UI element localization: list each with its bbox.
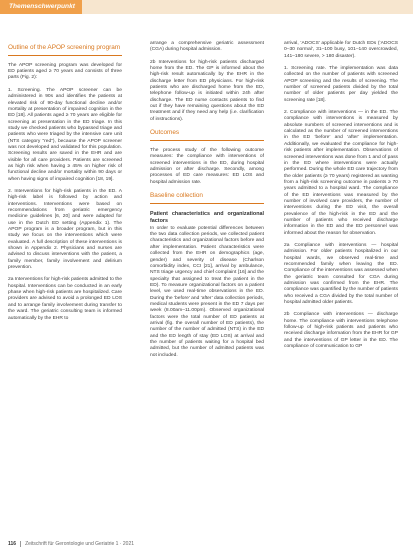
paragraph: 1. Screening rate. The implementation was data collected on the number of patients with screened APOP screening and the results of screening. The number of screened patients divided by the total number of older patients per day yielded the screening rate [18].: [284, 66, 398, 103]
paragraph: In order to evaluate potential differences between the two data collection periods, we collected patient characteristics and organizational factors before and after implementation. Patient characteristics were collected from the EHR on demographics (age, gender) and severity of disease (Charlson comorbidity index, CCI [21], arrival by ambulance, NTS triage urgency and chief complaint [16] and the specialty that assigned to treat the patient in the ED). To measure organizational factors on a patient level, we used real-time observations in the ED. During the ‘before’ and ‘after’ data collection periods, medical students were present in the ED 7 days per week (8.00am–11.00pm). Observed organizational factors were the total number of ED patients at arrival (fig. the overall number of ED patients), the number of the number of admitted (NTS) in the ED and the ED length of stay (ED LOS) at arrival and the number of patients waiting for a hospital bed admitted, but the number of admitted patients was not included.: [150, 225, 265, 358]
section-label: Themenschwerpunkt: [0, 0, 82, 14]
subsection-heading-patient-characteristics: Patient characteristics and organizational factors: [150, 210, 264, 224]
paragraph: 2a Compliance with interventions — hospital admission. For older patients hospitalized in our hospital wards, we observed real-time and recommended family when leaving the ED. Compliance of the interventions was assessed when the geriatric team consulted for CGA during admission was confirmed from the EHR. The compliance was quantified by the number of patients who received a CGA divided by the total number of hospital admitted older patients.: [284, 242, 398, 306]
column-middle: [150, 41, 264, 365]
paragraph: The process study of the following outcome measures: the compliance with interventions of screened interventions in the ED, during hospital admission or after discharge. Secondly, among processes of ED care measures: ED LOS and hospital admission rate.: [150, 147, 264, 185]
journal-citation: Zeitschrift für Gerontologie und Geriatrie 1 · 2021: [25, 540, 135, 547]
paragraph: 2a Interventions for high-risk patients admitted to the hospital. Interventions can be conducted in an early phase when high-risk patients are hospitalized. Care providers are advised to avoid a prolonged ED LOS and to arrange family involvement during transfer to the ward. The geriatric consulting team is informed automatically by the EHR to: [8, 277, 122, 321]
section-heading-apop-outline: Outline of the APOP screening program: [8, 44, 122, 56]
section-heading-outcomes: Outcomes: [150, 129, 264, 141]
paragraph: 1. Screening. The APOP screener can be administered in 90s and identifies the patients at elevated risk of 90-day functional decline and/or mortality at presentation of impaired cognition in the ED [18]. All patients aged ≥ 70 years are eligible for screening at presentation in the ED triage. In this study we checked patients who bypassed triage and patients who were triaged by the intensive care unit (NTS category “red”), because the APOP screener was not developed and validated for this population. Screening results are saved in the EHR and are visible for all care providers. Patients are screened as high risk when having ≥ 45% on higher risk of functional decline and/or mortality within 90 days or when having signs of impaired cognition [18, 19].: [8, 87, 122, 182]
page-footer: [0, 537, 413, 550]
paragraph: 2. Interventions for high-risk patients in the ED. A high-risk label is followed by action and interventions. Interventions were based on recommendations from geriatric emergency medicine guidelines [6, 20] and were adapted for use in the Dutch ED setting (Appendix 1). The APOP program is a broader program, but in this study we focus on the interventions which were evaluated. A full description of these interventions is shown in Appendix 2. Physicians and nurses are advised to discuss interventions with the patient, a family member, family involvement and delirium prevention.: [8, 188, 122, 271]
column-left: [8, 44, 122, 328]
column-right: [284, 41, 398, 356]
paragraph: 2. Compliance with interventions — in the ED. The compliance with interventions is measured by absolute numbers of screened interventions and is calculated as the number of screened interventions in the ED ‘before’ and ‘after’ implementation. Additionally, we evaluated the compliance for high-risk patients after implementation. Observations of screened interventions was done from 1 and of pass in the ED where interventions were actually performed. During the whole ED care trajectory from the older patients (≥ 70 years) registered as wanting from a high-risk screening outcome in patients ≥ 70 years admitted to a hospital ward. The compliance of the ED interventions was measured by the number of involved care providers, the number of interventions during the ED visit, the overall prevalence of the high-risk in the ED and the number of patients who received discharge information in the ED and the ED personnel was informed about the reason for observation.: [284, 110, 398, 236]
paragraph: 2b Compliance with interventions — discharge home. The compliance with interventions telephone follow-up of high-risk patients and patients who received discharge information from the EHR for GP and the interventions of GP letter in the ED. The compliance of communication to GP: [284, 312, 398, 350]
paragraph: arrival, ‘ADOCS’ applicable for Dutch EDs (‘ADOCS 0–30 normal’, 31–100 busy, 101–140 overcrowded, 141–180 severe, > 180 disaster).: [284, 41, 398, 59]
paragraph: arrange a comprehensive geriatric assessment (CGA) during hospital admission.: [150, 41, 264, 53]
paragraph: 2b Interventions for high-risk patients discharged home from the ED. The GP is informed about the high-risk result automatically by the EHR in the discharge letter from ED physicians. For high-risk patients who are discharged home from the ED, telephone follow-up is initiated within 24h after discharge. The ED nurse contacts patients to find out if they have remaining questions about the ED treatment and if they need any help (i.e. clarification of instructions).: [150, 59, 264, 122]
paragraph: The APOP screening program was developed for ED patients aged ≥ 70 years and consists of three parts (Fig. 2):: [8, 62, 122, 81]
section-heading-baseline: Baseline collection: [150, 192, 264, 204]
page-number: 116: [0, 541, 21, 547]
